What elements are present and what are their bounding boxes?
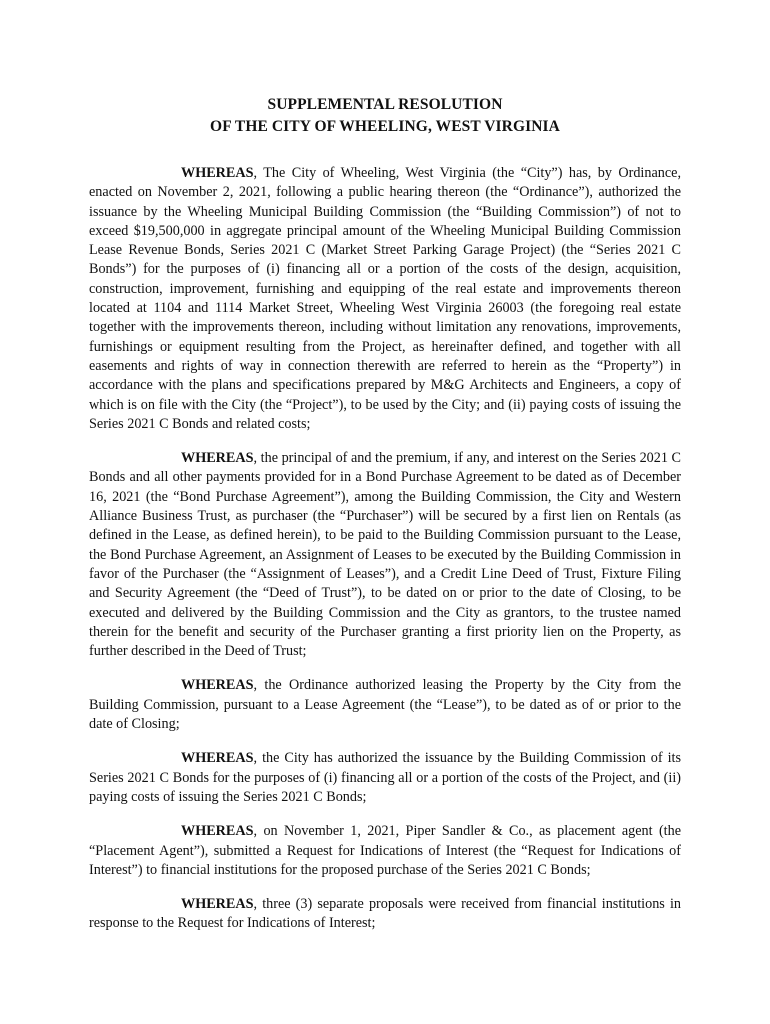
whereas-paragraph-1 <box>89 164 681 434</box>
title-line-2: OF THE CITY OF WHEELING, WEST VIRGINIA <box>210 118 560 135</box>
whereas-paragraph-3 <box>89 676 681 734</box>
paragraph-text: , three (3) separate proposals were received from financial institutions in response to the Request for Indications of Interest; <box>89 896 681 932</box>
document-title <box>89 94 681 138</box>
whereas-paragraph-4 <box>89 749 681 807</box>
whereas-paragraph-2 <box>89 449 681 661</box>
whereas-lead: WHEREAS <box>181 750 254 767</box>
paragraph-text: , the principal of and the premium, if any, and interest on the Series 2021 C Bonds and all other payments provided for in a Bond Purchase Agreement to be dated as of December 16, 2021 (the “Bond Purchase Agreement”), among the Building Commission, the City and Western Alliance Business Trust, as purchaser (the “Purchaser”) will be secured by a first lien on Rentals (as defined in the Lease, as defined herein), to be paid to the Building Commission pursuant to the Lease, the Bond Purchase Agreement, an Assignment of Leases to be executed by the Building Commission in favor of the Purchaser (the “Assignment of Leases”), and a Credit Line Deed of Trust, Fixture Filing and Security Agreement (the “Deed of Trust”), to be dated on or prior to the date of Closing, to be executed and delivered by the Building Commission and the City as grantors, to the trustee named therein for the benefit and security of the Purchaser granting a first priority lien on the Property, as further described in the Deed of Trust; <box>89 450 681 660</box>
whereas-paragraph-6 <box>89 895 681 934</box>
title-line-1: SUPPLEMENTAL RESOLUTION <box>267 96 503 113</box>
paragraph-text: , on November 1, 2021, Piper Sandler & Co., as placement agent (the “Placement Agent”), submitted a Request for Indications of Interest (the “Request for Indications of Interest”) to financial institutions for the proposed purchase of the Series 2021 C Bonds; <box>89 823 681 878</box>
whereas-lead: WHEREAS <box>181 823 254 840</box>
whereas-paragraph-5 <box>89 822 681 880</box>
paragraph-text: , the Ordinance authorized leasing the Property by the City from the Building Commission, pursuant to a Lease Agreement (the “Lease”), to be dated as of or prior to the date of Closing; <box>89 677 681 733</box>
whereas-lead: WHEREAS <box>181 165 254 181</box>
document-page <box>89 94 681 949</box>
whereas-lead: WHEREAS <box>181 896 254 913</box>
whereas-lead: WHEREAS <box>181 677 254 694</box>
paragraph-text: , the City has authorized the issuance by the Building Commission of its Series 2021 C Bonds for the purposes of (i) financing all or a portion of the costs of the Project, and (ii) paying costs of issuing the Series 2021 C Bonds; <box>89 750 681 805</box>
whereas-lead: WHEREAS <box>181 450 254 467</box>
paragraph-text: , The City of Wheeling, West Virginia (the “City”) has, by Ordinance, enacted on November 2, 2021, following a public hearing thereon (the “Ordinance”), authorized the issuance by the Wheeling Municipal Building Commission (the “Building Commission”) of not to exceed $19,500,000 in aggregate principal amount of the Wheeling Municipal Building Commission Lease Revenue Bonds, Series 2021 C (Market Street Parking Garage Project) (the “Series 2021 C Bonds”) for the purposes of (i) financing all or a portion of the costs of the design, acquisition, construction, improvement, furnishing and equipping of the real estate and improvements thereon located at 1104 and 1114 Market Street, Wheeling West Virginia 26003 (the foregoing real estate together with the improvements thereon, including without limitation any renovations, improvements, furnishings or equipment resulting from the Project, as hereinafter defined, and together with all easements and rights of way in connection therewith are referred to herein as the “Property”) in accordance with the plans and specifications prepared by M&G Architects and Engineers, a copy of which is on file with the City (the “Project”), to be used by the City; and (ii) paying costs of issuing the Series 2021 C Bonds and related costs; <box>89 165 681 432</box>
